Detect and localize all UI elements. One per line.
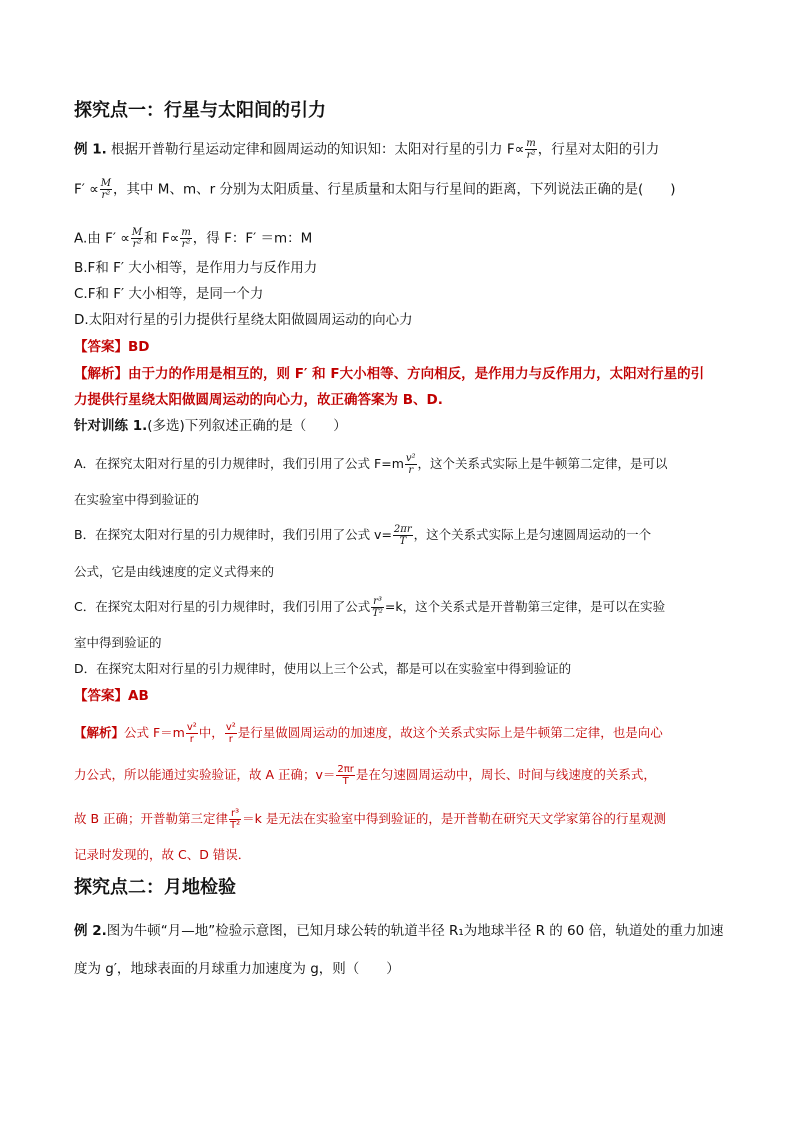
example-1-line-2: F′ ∝ $\frac{M}{\text{r²}}$ ，其中 M、m、r 分别为太阳质量、行星质量和太阳与行星间的距离，下列说法正确的是( ) bbox=[74, 178, 676, 201]
training-analysis-line-1: 【解析】公式 F＝m $\frac{\text{v²}}{r}$ 中， $\frac{\text{v²}}{r}$ 是行星做圆周运动的加速度，故这个关系式实际上是牛顿第二定律，也是向心 bbox=[74, 722, 663, 745]
section-title-2: 探究点二：月地检验 bbox=[74, 877, 236, 898]
training-option-a: A．在探究太阳对行星的引力规律时，我们引用了公式 F=m $\frac{\text{v²}}{r}$ ，这个关系式实际上是牛顿第二定律，是可以 bbox=[74, 453, 668, 476]
fraction-r3-over-T2: $\frac{\text{r³}}{\text{T²}}$ bbox=[230, 808, 241, 831]
training-analysis-line-2: 力公式，所以能通过实验验证，故 A 正确；v＝ $\frac{2\pi r}{T}$ 是在匀速圆周运动中，周长、时间与线速度的关系式， bbox=[74, 764, 656, 787]
training-answer: 【答案】AB bbox=[74, 688, 149, 704]
answer: 【答案】BD bbox=[74, 339, 150, 355]
fraction-m-over-r2: $\frac{m}{\text{r²}}$ bbox=[526, 138, 536, 161]
fraction-v2-over-r: $\frac{\text{v²}}{r}$ bbox=[186, 722, 197, 745]
training-analysis-line-3: 故 B 正确；开普勒第三定律 $\frac{\text{r³}}{\text{T²}}$ ＝k 是无法在实验室中得到验证的，是开普勒在研究天文学家第谷的行星观测 bbox=[74, 808, 666, 831]
example-2-line-2: 度为 g′，地球表面的月球重力加速度为 g，则（ ） bbox=[74, 961, 400, 977]
fraction-v2-over-r: $\frac{\text{v²}}{r}$ bbox=[405, 453, 416, 476]
training-analysis-line-4: 记录时发现的，故 C、D 错误． bbox=[74, 847, 251, 862]
training-option-a-cont: 在实验室中得到验证的 bbox=[74, 492, 200, 507]
analysis-line-1: 【解析】由于力的作用是相互的，则 F′ 和 F大小相等、方向相反，是作用力与反作用力，太阳对行星的引 bbox=[74, 366, 705, 382]
fraction-2pir-over-T: $\frac{2\pi r}{T}$ bbox=[337, 764, 354, 787]
example-2-line-1: 例 2.图为牛顿“月—地”检验示意图，已知月球公转的轨道半径 R₁为地球半径 R 的 60 倍，轨道处的重力加速 bbox=[74, 923, 724, 939]
training-option-c: C．在探究太阳对行星的引力规律时，我们引用了公式 $\frac{\text{r³}}{\text{T²}}$ =k，这个关系式是开普勒第三定律，是可以在实验 bbox=[74, 596, 666, 619]
option-b: B.F和 F′ 大小相等，是作用力与反作用力 bbox=[74, 260, 318, 276]
section-title-1: 探究点一：行星与太阳间的引力 bbox=[74, 100, 326, 121]
training-option-b: B．在探究太阳对行星的引力规律时，我们引用了公式 v= $\frac{2\pi r}{T}$ ，这个关系式实际上是匀速圆周运动的一个 bbox=[74, 524, 652, 547]
example-label: 例 1. bbox=[74, 141, 107, 158]
fraction-m-over-r2: $\frac{m}{\text{r²}}$ bbox=[181, 227, 191, 250]
fraction-M-over-r2: $\frac{M}{\text{r²}}$ bbox=[100, 178, 112, 201]
example-1-line-1: 例 1. 根据开普勒行星运动定律和圆周运动的知识知：太阳对行星的引力 F∝ $\frac{m}{\text{r²}}$ ，行星对太阳的引力 bbox=[74, 138, 660, 161]
training-option-c-cont: 室中得到验证的 bbox=[74, 635, 162, 650]
option-d: D.太阳对行星的引力提供行星绕太阳做圆周运动的向心力 bbox=[74, 312, 413, 328]
fraction-r3-over-T2: $\frac{\text{r³}}{\text{T²}}$ bbox=[372, 596, 383, 619]
option-a: A.由 F′ ∝ $\frac{M}{\text{r²}}$ 和 F∝ $\frac{m}{\text{r²}}$ ，得 F：F′ ＝m：M bbox=[74, 227, 313, 250]
fraction-v2-over-r: $\frac{\text{v²}}{r}$ bbox=[225, 722, 236, 745]
training-1-stem: 针对训练 1.(多选)下列叙述正确的是（ ） bbox=[74, 418, 347, 434]
option-c: C.F和 F′ 大小相等，是同一个力 bbox=[74, 286, 264, 302]
fraction-M-over-r2: $\frac{M}{\text{r²}}$ bbox=[131, 227, 143, 250]
training-option-d: D．在探究太阳对行星的引力规律时，使用以上三个公式，都是可以在实验室中得到验证的 bbox=[74, 661, 572, 676]
fraction-2pir-over-T: $\frac{2\pi r}{T}$ bbox=[393, 524, 412, 547]
training-option-b-cont: 公式，它是由线速度的定义式得来的 bbox=[74, 564, 275, 579]
analysis-line-2: 力提供行星绕太阳做圆周运动的向心力，故正确答案为 B、D. bbox=[74, 392, 443, 408]
